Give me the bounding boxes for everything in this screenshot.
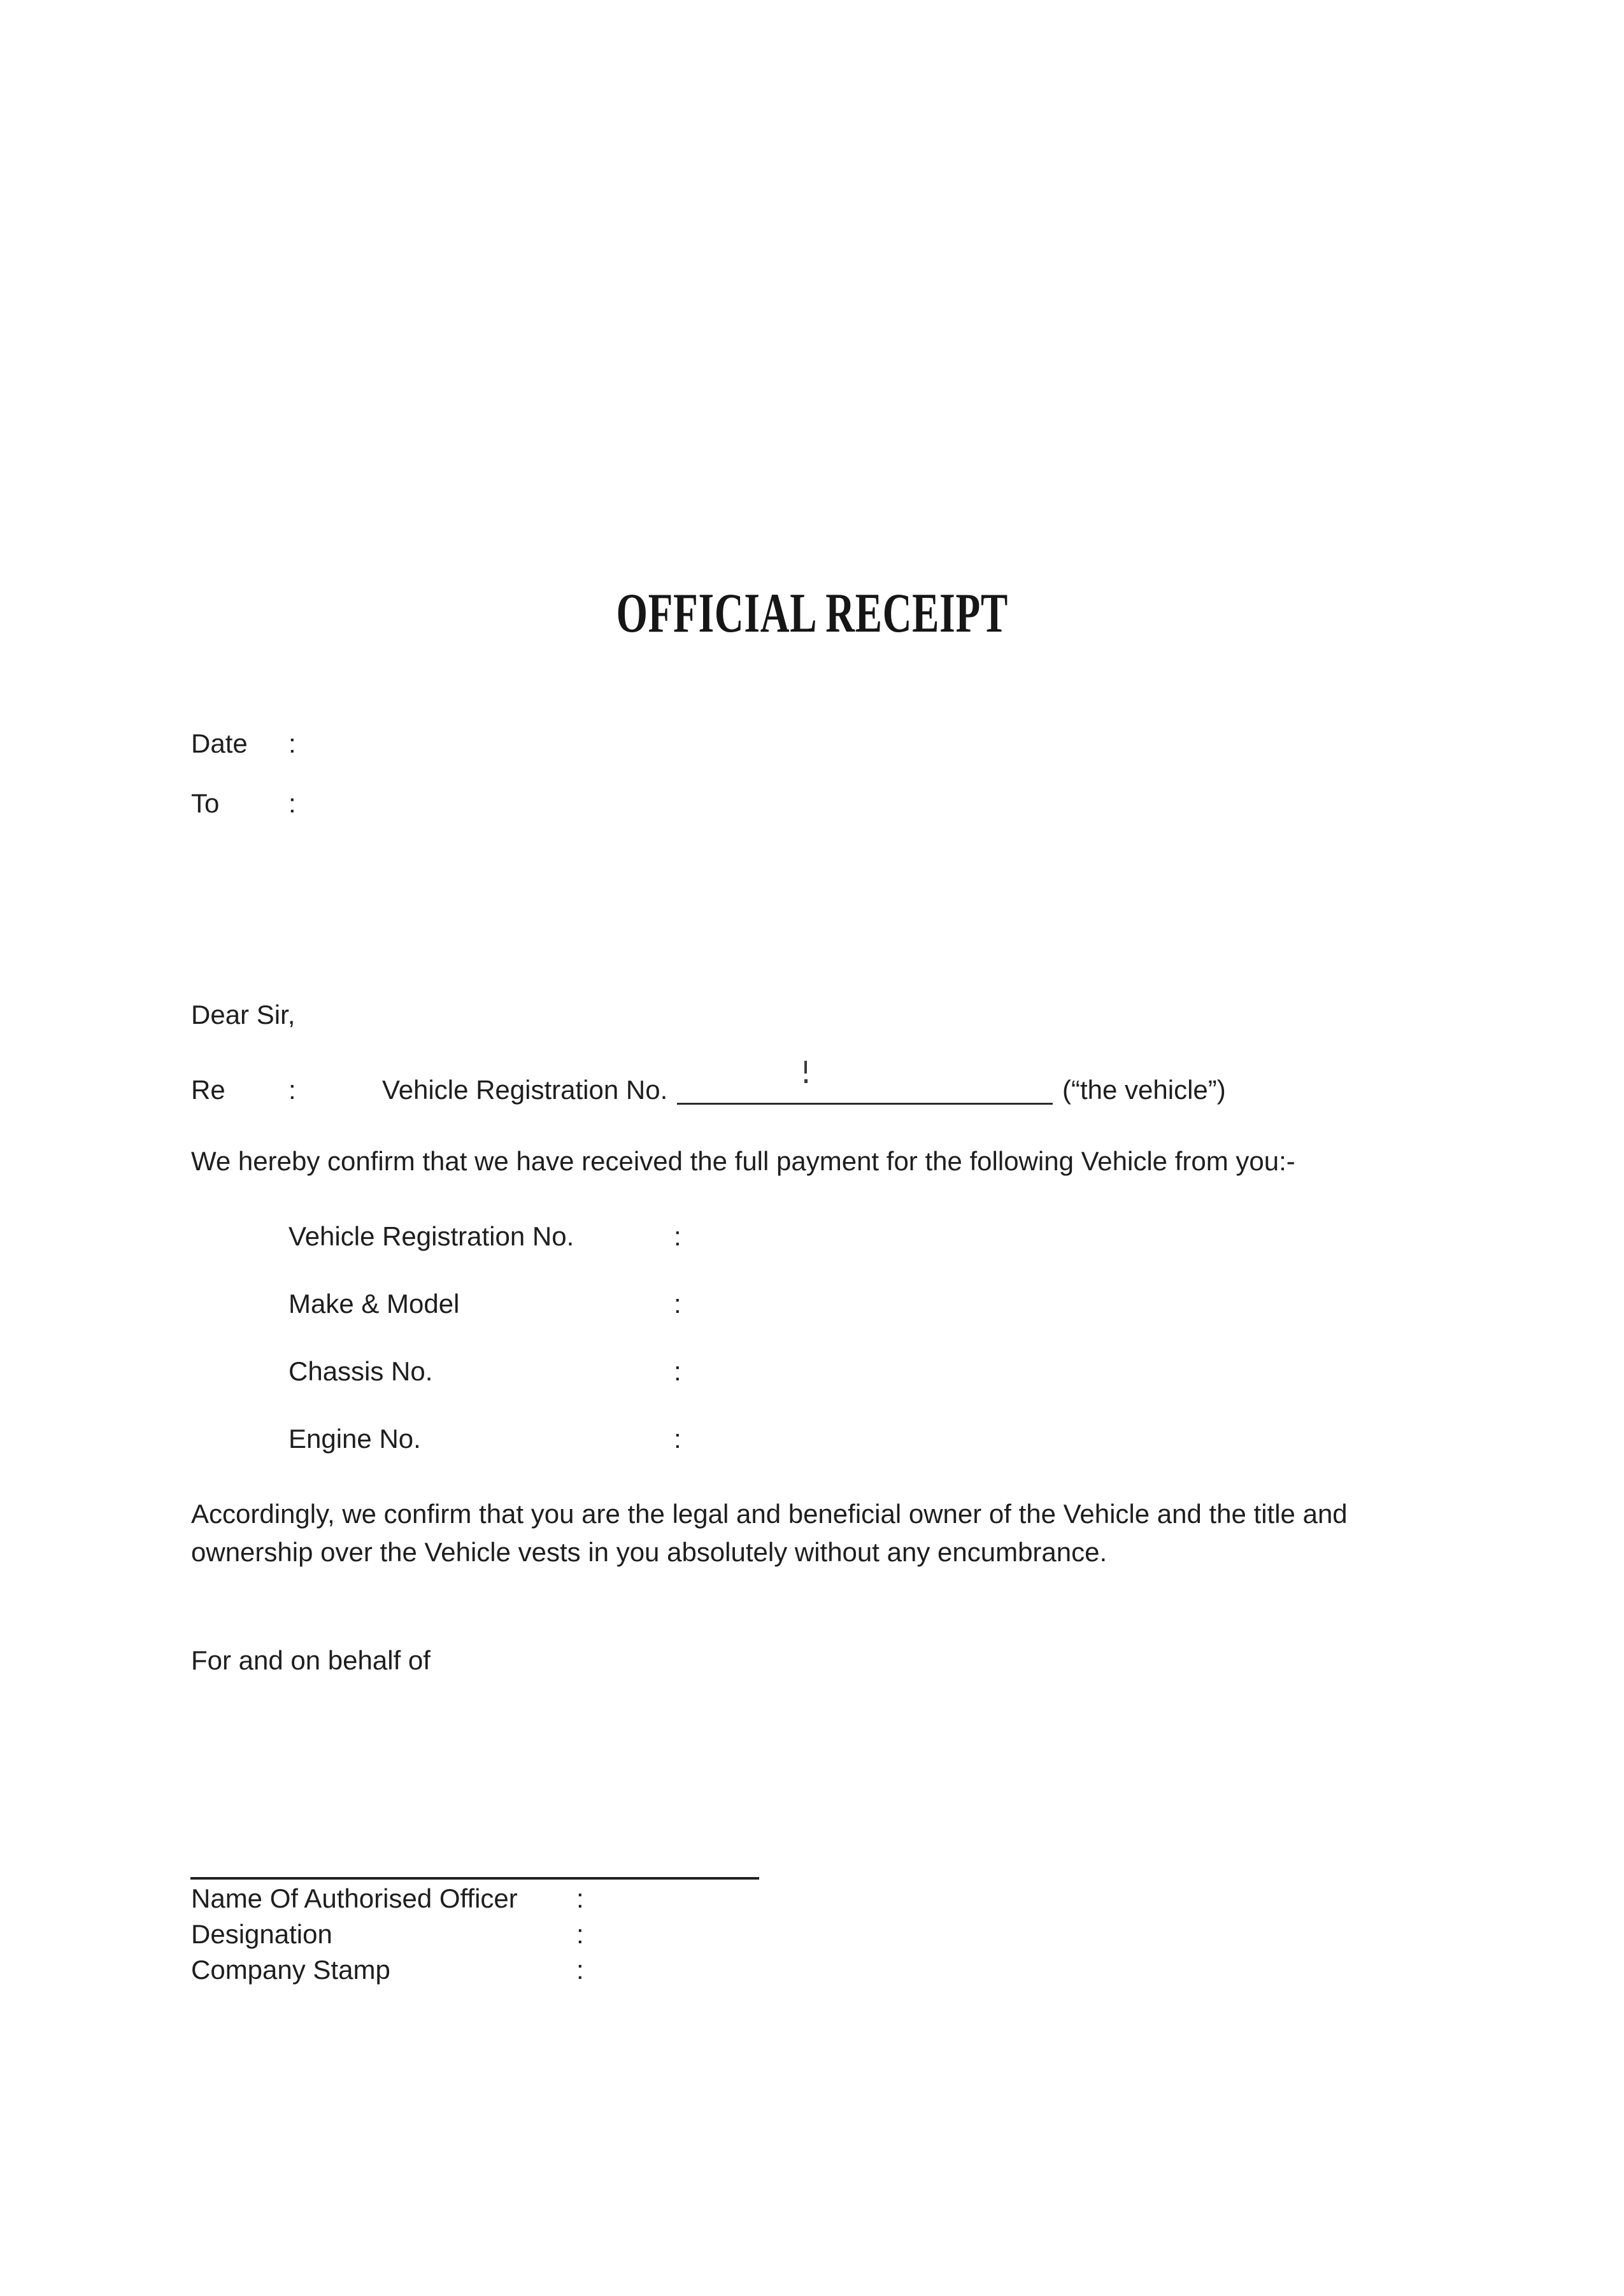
date-colon: : [288,728,296,758]
to-row [0,787,1624,820]
date-row [0,727,1624,760]
page-title: OFFICIAL RECEIPT [616,583,1008,644]
signature-field-row [0,1882,1624,1915]
re-label: Re [191,1075,225,1105]
authorised-officer-colon: : [576,1883,584,1913]
vehicle-field-row [0,1422,1624,1456]
behalf-text: For and on behalf of [191,1645,431,1675]
vehicle-registration-colon: : [674,1221,681,1251]
confirmation-text: We hereby confirm that we have received the full payment for the following Vehicle from you:- [191,1146,1295,1176]
stray-cursor-artifact [804,1061,808,1086]
make-model-colon: : [674,1289,681,1319]
company-stamp-colon: : [576,1955,584,1985]
stray-cursor-bar [804,1061,807,1074]
salutation-text: Dear Sir, [191,1000,296,1030]
vehicle-field-row [0,1287,1624,1321]
to-label: To [191,788,220,818]
behalf-row [0,1644,1624,1677]
ownership-text-1: Accordingly, we confirm that you are the legal and beneficial owner of the Vehicle and the title and [191,1499,1348,1529]
confirmation-row [0,1145,1624,1178]
title-row [0,583,1624,644]
re-suffix: (“the vehicle”) [1062,1075,1226,1105]
make-model-label: Make & Model [288,1289,460,1319]
signature-line [190,1877,759,1880]
stray-cursor-dot [804,1079,808,1083]
chassis-no-label: Chassis No. [288,1356,433,1386]
re-colon: : [288,1075,296,1105]
signature-field-row [0,1953,1624,1987]
registration-number-blank [677,1074,1053,1105]
re-subject: Vehicle Registration No. [382,1075,668,1105]
ownership-line-1 [0,1498,1624,1531]
re-row [0,1074,1624,1107]
vehicle-field-row [0,1220,1624,1253]
designation-label: Designation [191,1919,332,1949]
vehicle-field-row [0,1355,1624,1388]
vehicle-registration-label: Vehicle Registration No. [288,1221,574,1251]
ownership-line-2 [0,1536,1624,1569]
signature-field-row [0,1918,1624,1951]
designation-colon: : [576,1919,584,1949]
date-label: Date [191,728,248,758]
engine-no-label: Engine No. [288,1424,421,1454]
chassis-no-colon: : [674,1356,681,1386]
salutation-row [0,998,1624,1031]
engine-no-colon: : [674,1424,681,1454]
to-colon: : [288,788,296,818]
authorised-officer-label: Name Of Authorised Officer [191,1883,518,1913]
ownership-text-2: ownership over the Vehicle vests in you absolutely without any encumbrance. [191,1537,1108,1567]
company-stamp-label: Company Stamp [191,1955,390,1985]
